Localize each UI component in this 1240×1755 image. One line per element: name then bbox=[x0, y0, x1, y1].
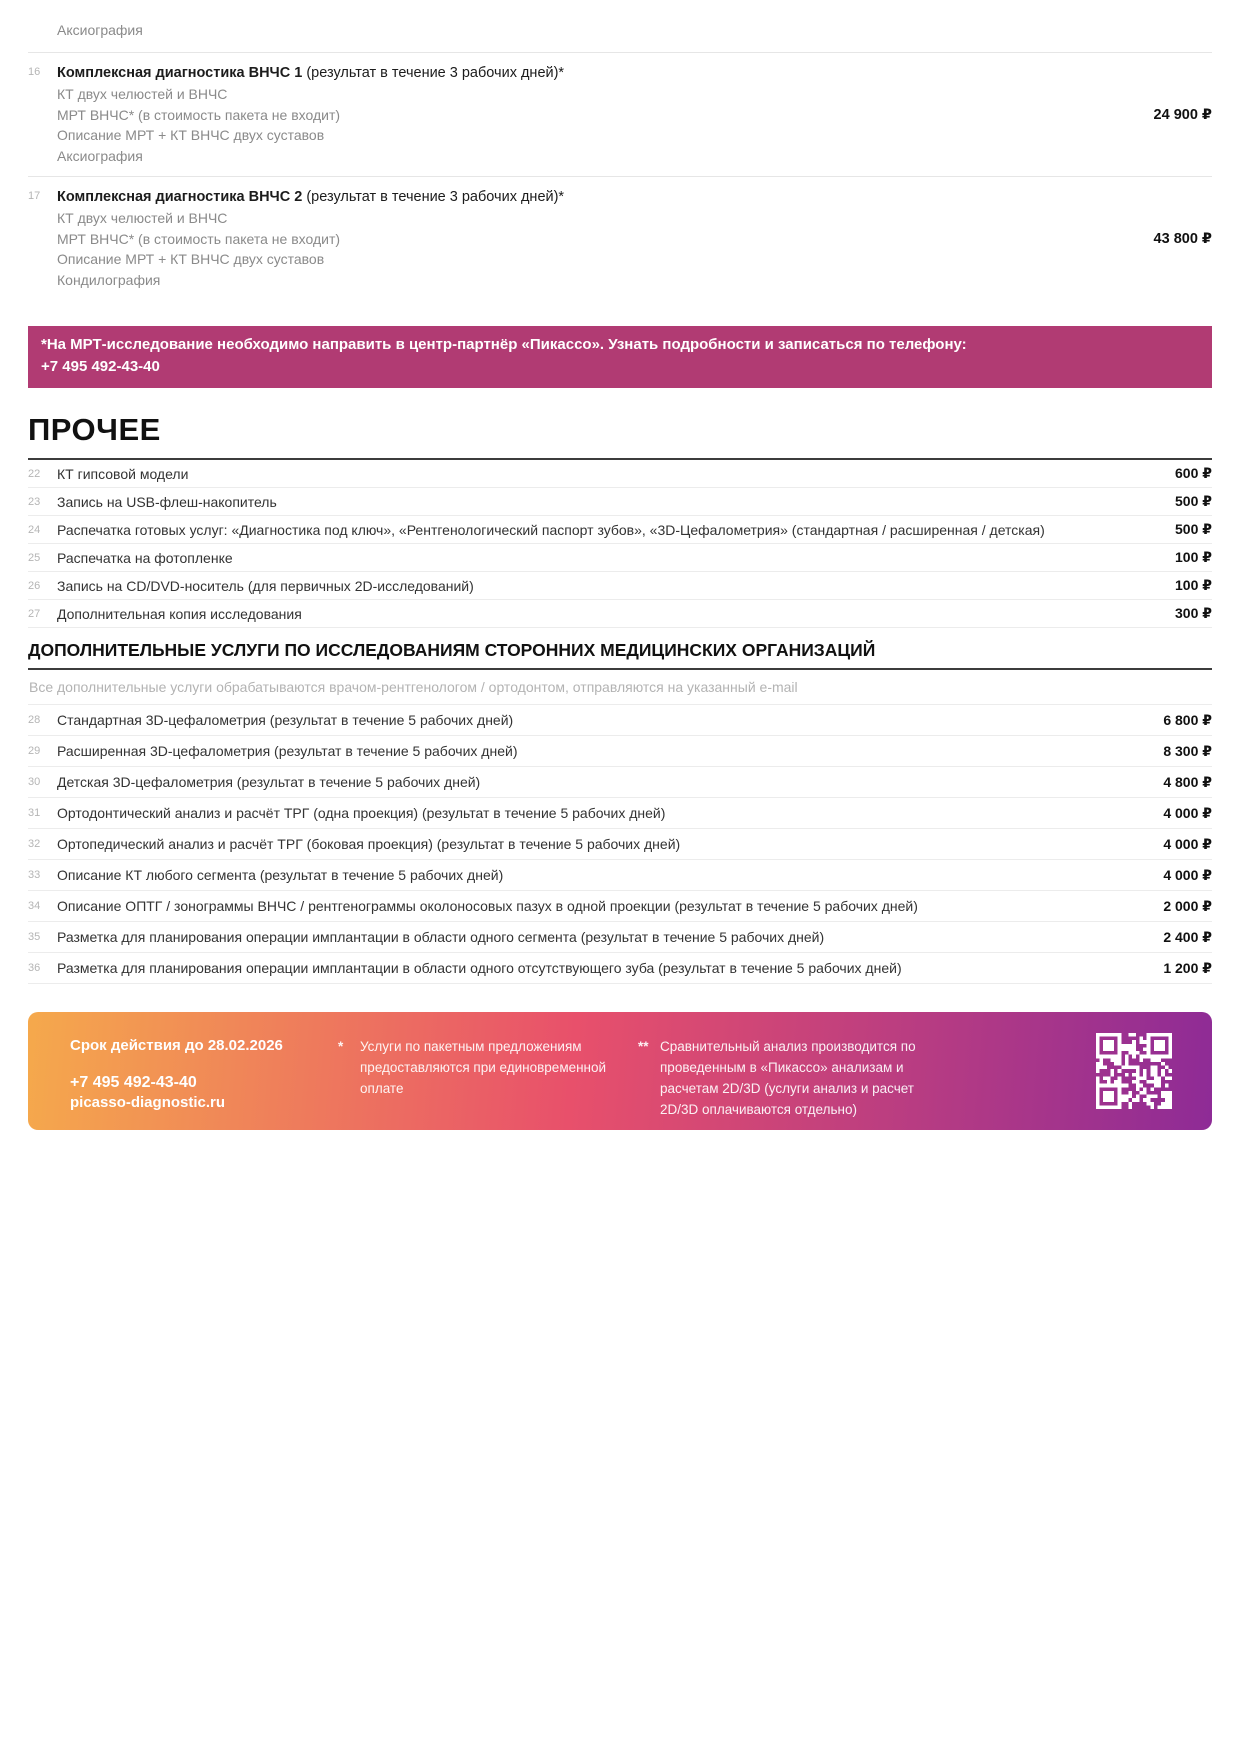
row-price: 2 400 ₽ bbox=[1163, 928, 1212, 945]
row-number: 30 bbox=[28, 776, 41, 788]
row-label: КТ гипсовой модели bbox=[57, 465, 189, 482]
package-subline: Описание МРТ + КТ ВНЧС двух суставов bbox=[57, 127, 325, 143]
table-row bbox=[28, 860, 1212, 891]
row-price: 2 000 ₽ bbox=[1163, 897, 1212, 914]
footer-banner bbox=[28, 1012, 1212, 1130]
row-number: 35 bbox=[28, 931, 41, 943]
package-title-rest: (результат в течение 3 рабочих дней)* bbox=[302, 65, 565, 81]
package-subline: Аксиография bbox=[57, 147, 143, 164]
row-label: Расширенная 3D-цефалометрия (результат в течение 5 рабочих дней) bbox=[57, 743, 518, 759]
table-row bbox=[28, 767, 1212, 798]
table-row bbox=[28, 544, 1212, 572]
row-price: 4 000 ₽ bbox=[1163, 804, 1212, 821]
row-price: 1 200 ₽ bbox=[1163, 959, 1212, 976]
table-row bbox=[28, 953, 1212, 984]
row-price: 500 ₽ bbox=[1175, 521, 1212, 537]
row-label: Распечатка готовых услуг: «Диагностика под ключ», «Рентгенологический паспорт зубов», «3D-Цефалометрия» (стандартная / расширенная / детская) bbox=[57, 521, 1045, 538]
mri-notice-banner bbox=[28, 326, 1212, 388]
previous-item-continuation: Аксиография bbox=[57, 22, 143, 38]
table-row bbox=[28, 516, 1212, 544]
row-price: 4 800 ₽ bbox=[1163, 773, 1212, 790]
mri-notice-line1: *На МРТ-исследование необходимо направить в центр-партнёр «Пикассо». Узнать подробности и записаться по телефону: bbox=[41, 336, 967, 353]
package-subline: Описание МРТ + КТ ВНЧС двух суставов bbox=[57, 251, 325, 267]
package-item bbox=[28, 176, 1212, 300]
footer-contact-block bbox=[70, 1012, 338, 1130]
package-title-bold: Комплексная диагностика ВНЧС 2 bbox=[57, 189, 303, 205]
row-price: 6 800 ₽ bbox=[1163, 711, 1212, 728]
footnote-text: Услуги по пакетным предложениям предоставляются при единовременной оплате bbox=[360, 1039, 607, 1096]
row-number: 23 bbox=[28, 495, 41, 508]
row-label: Распечатка на фотопленке bbox=[57, 549, 233, 566]
table-row bbox=[28, 705, 1212, 736]
prochee-rows bbox=[28, 460, 1212, 628]
row-price: 300 ₽ bbox=[1175, 605, 1212, 621]
package-body bbox=[57, 187, 1042, 290]
package-body bbox=[57, 63, 1042, 166]
package-item bbox=[28, 52, 1212, 176]
row-label: Стандартная 3D-цефалометрия (результат в течение 5 рабочих дней) bbox=[57, 712, 514, 728]
row-number: 22 bbox=[28, 467, 41, 480]
validity-date: Срок действия до 28.02.2026 bbox=[70, 1037, 283, 1054]
row-price: 600 ₽ bbox=[1175, 465, 1212, 481]
row-label: Описание ОПТГ / зонограммы ВНЧС / рентгенограммы околоносовых пазух в одной проекции (результат в течение 5 рабочих дней) bbox=[57, 898, 918, 914]
package-subline: МРТ ВНЧС* (в стоимость пакета не входит) bbox=[57, 106, 341, 123]
table-row bbox=[28, 829, 1212, 860]
table-row bbox=[28, 572, 1212, 600]
table-row bbox=[28, 736, 1212, 767]
footnote-mark: * bbox=[338, 1039, 344, 1054]
extra-services-rows bbox=[28, 705, 1212, 984]
row-label: Дополнительная копия исследования bbox=[57, 605, 302, 622]
package-title-bold: Комплексная диагностика ВНЧС 1 bbox=[57, 65, 303, 81]
table-row bbox=[28, 600, 1212, 628]
qr-code-icon bbox=[1096, 1033, 1172, 1109]
item-number: 16 bbox=[28, 66, 41, 78]
row-number: 33 bbox=[28, 869, 41, 881]
section-title-extra-services: ДОПОЛНИТЕЛЬНЫЕ УСЛУГИ ПО ИССЛЕДОВАНИЯМ СТОРОННИХ МЕДИЦИНСКИХ ОРГАНИЗАЦИЙ bbox=[28, 628, 1212, 670]
row-price: 8 300 ₽ bbox=[1163, 742, 1212, 759]
footnote-mark: ** bbox=[638, 1039, 649, 1054]
table-row bbox=[28, 891, 1212, 922]
row-number: 27 bbox=[28, 607, 41, 620]
row-number: 28 bbox=[28, 714, 41, 726]
row-price: 4 000 ₽ bbox=[1163, 866, 1212, 883]
table-row bbox=[28, 922, 1212, 953]
row-label: Запись на USB-флеш-накопитель bbox=[57, 493, 277, 510]
row-price: 100 ₽ bbox=[1175, 549, 1212, 565]
package-title bbox=[57, 63, 1042, 84]
item-number: 17 bbox=[28, 190, 41, 202]
row-number: 25 bbox=[28, 551, 41, 564]
extra-services-note: Все дополнительные услуги обрабатываются врачом-рентгенологом / ортодонтом, отправляются на указанный e-mail bbox=[28, 670, 1212, 705]
table-row bbox=[28, 460, 1212, 488]
footer-phone: +7 495 492-43-40 bbox=[70, 1074, 197, 1091]
footer-note bbox=[338, 1012, 638, 1130]
row-number: 32 bbox=[28, 838, 41, 850]
row-label: Ортодонтический анализ и расчёт ТРГ (одна проекция) (результат в течение 5 рабочих дней) bbox=[57, 805, 666, 821]
package-subline: Кондилография bbox=[57, 271, 161, 288]
row-label: Разметка для планирования операции имплантации в области одного отсутствующего зуба (результат в течение 5 рабочих дней) bbox=[57, 960, 902, 976]
table-row bbox=[28, 488, 1212, 516]
row-price: 500 ₽ bbox=[1175, 493, 1212, 509]
row-number: 34 bbox=[28, 900, 41, 912]
row-number: 31 bbox=[28, 807, 41, 819]
table-row bbox=[28, 798, 1212, 829]
package-price: 24 900 ₽ bbox=[1153, 106, 1212, 123]
package-subline: КТ двух челюстей и ВНЧС bbox=[57, 210, 228, 226]
package-title-rest: (результат в течение 3 рабочих дней)* bbox=[302, 189, 565, 205]
row-number: 29 bbox=[28, 745, 41, 757]
package-price: 43 800 ₽ bbox=[1153, 230, 1212, 247]
footer-note bbox=[638, 1012, 938, 1130]
mri-notice-line2: +7 495 492-43-40 bbox=[41, 358, 160, 375]
row-label: Описание КТ любого сегмента (результат в течение 5 рабочих дней) bbox=[57, 867, 504, 883]
row-label: Запись на CD/DVD-носитель (для первичных 2D-исследований) bbox=[57, 577, 474, 594]
row-number: 36 bbox=[28, 962, 41, 974]
row-label: Детская 3D-цефалометрия (результат в течение 5 рабочих дней) bbox=[57, 774, 481, 790]
row-number: 26 bbox=[28, 579, 41, 592]
section-title-prochee: ПРОЧЕЕ bbox=[28, 412, 161, 447]
package-subline: МРТ ВНЧС* (в стоимость пакета не входит) bbox=[57, 230, 341, 247]
package-title bbox=[57, 187, 1042, 208]
row-price: 4 000 ₽ bbox=[1163, 835, 1212, 852]
footer-website-link[interactable]: picasso-diagnostic.ru bbox=[70, 1094, 226, 1111]
package-subline: КТ двух челюстей и ВНЧС bbox=[57, 86, 228, 102]
row-number: 24 bbox=[28, 523, 41, 536]
row-label: Ортопедический анализ и расчёт ТРГ (боковая проекция) (результат в течение 5 рабочих дней) bbox=[57, 836, 681, 852]
footnote-text: Сравнительный анализ производится по проведенным в «Пикассо» анализам и расчетам 2D/3D (услуги анализ и расчет 2D/3D оплачиваются отдельно) bbox=[660, 1039, 916, 1117]
row-label: Разметка для планирования операции имплантации в области одного сегмента (результат в течение 5 рабочих дней) bbox=[57, 929, 825, 945]
package-items-list bbox=[28, 52, 1212, 300]
row-price: 100 ₽ bbox=[1175, 577, 1212, 593]
footer-notes bbox=[338, 1012, 938, 1130]
